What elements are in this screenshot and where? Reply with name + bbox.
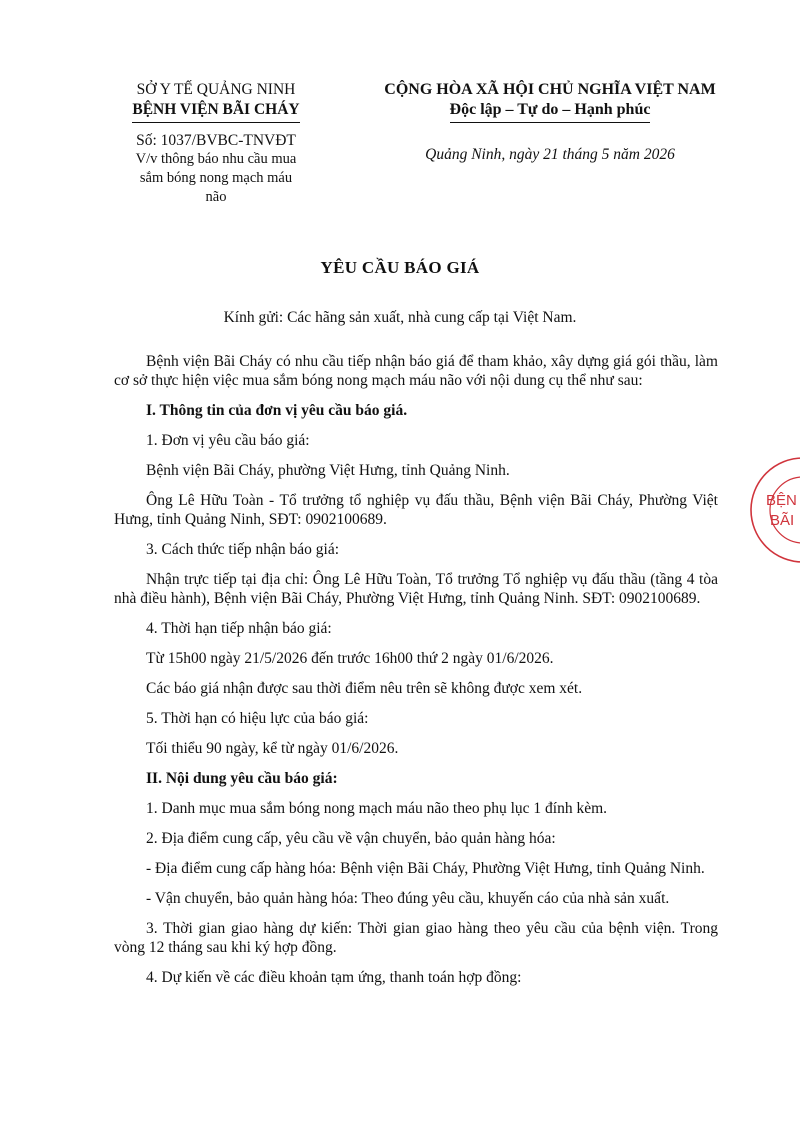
body-paragraph: 2. Địa điểm cung cấp, yêu cầu về vận chuyển, bảo quản hàng hóa: [146,830,556,847]
svg-text:BÃI: BÃI [770,512,795,529]
national-header [350,80,750,165]
reference-number: Số: 1037/BVBC-TNVĐT [136,132,296,149]
document-body [114,352,718,998]
body-paragraph: - Địa điểm cung cấp hàng hóa: Bệnh viện Bãi Cháy, Phường Việt Hưng, tỉnh Quảng Ninh. [146,860,705,877]
svg-text:BỆN: BỆN [766,492,797,509]
body-paragraph: 4. Thời hạn tiếp nhận báo giá: [146,620,332,637]
section-heading: I. Thông tin của đơn vị yêu cầu báo giá. [146,402,408,419]
body-paragraph: 5. Thời hạn có hiệu lực của báo giá: [146,710,369,727]
body-paragraph: Bệnh viện Bãi Cháy có nhu cầu tiếp nhận báo giá để tham khảo, xây dựng giá gói thầu, làm cơ sở thực hiện việc mua sắm bóng nong mạch máu não với nội dung cụ thể như sau: [114,353,718,389]
hospital-name: BỆNH VIỆN BÃI CHÁY [132,100,299,123]
national-motto: Độc lập – Tự do – Hạnh phúc [450,100,651,123]
recipient-line: Kính gửi: Các hãng sản xuất, nhà cung cấp tại Việt Nam. [223,309,577,326]
body-paragraph: Các báo giá nhận được sau thời điểm nêu trên sẽ không được xem xét. [146,680,583,697]
subject-line: não [205,189,227,205]
body-paragraph: 1. Danh mục mua sắm bóng nong mạch máu não theo phụ lục 1 đính kèm. [146,800,608,817]
agency-name: SỞ Y TẾ QUẢNG NINH [136,81,296,98]
nation-title: CỘNG HÒA XÃ HỘI CHỦ NGHĨA VIỆT NAM [384,81,716,98]
section-heading: II. Nội dung yêu cầu báo giá: [146,770,338,787]
red-seal-stamp [748,455,800,565]
body-paragraph: 3. Cách thức tiếp nhận báo giá: [146,541,340,558]
body-paragraph: - Vận chuyển, bảo quản hàng hóa: Theo đúng yêu cầu, khuyến cáo của nhà sản xuất. [146,890,670,907]
body-paragraph: 1. Đơn vị yêu cầu báo giá: [146,432,310,449]
document-title: YÊU CẦU BÁO GIÁ [320,258,480,277]
body-paragraph: Nhận trực tiếp tại địa chỉ: Ông Lê Hữu Toàn, Tổ trưởng Tổ nghiệp vụ đấu thầu (tầng 4 tòa nhà điều hành), Bệnh viện Bãi Cháy, Phường Việt Hưng, tỉnh Quảng Ninh. SĐT: 0902100689. [114,571,718,607]
place-date: Quảng Ninh, ngày 21 tháng 5 năm 2026 [425,146,675,163]
subject-line: sắm bóng nong mạch máu [139,170,293,186]
body-paragraph: Bệnh viện Bãi Cháy, phường Việt Hưng, tỉnh Quảng Ninh. [146,462,510,479]
body-paragraph: Từ 15h00 ngày 21/5/2026 đến trước 16h00 thứ 2 ngày 01/6/2026. [146,650,554,667]
body-paragraph: 3. Thời gian giao hàng dự kiến: Thời gian giao hàng theo yêu cầu của bệnh viện. Trong vòng 12 tháng sau khi ký hợp đồng. [114,920,718,956]
body-paragraph: Tối thiểu 90 ngày, kể từ ngày 01/6/2026. [146,740,399,757]
subject-line: V/v thông báo nhu cầu mua [135,151,297,167]
body-paragraph: 4. Dự kiến về các điều khoản tạm ứng, thanh toán hợp đồng: [146,969,522,986]
issuer-header [96,80,336,207]
body-paragraph: Ông Lê Hữu Toàn - Tổ trưởng tổ nghiệp vụ đấu thầu, Bệnh viện Bãi Cháy, Phường Việt Hưng, tỉnh Quảng Ninh, SĐT: 0902100689. [114,492,718,528]
